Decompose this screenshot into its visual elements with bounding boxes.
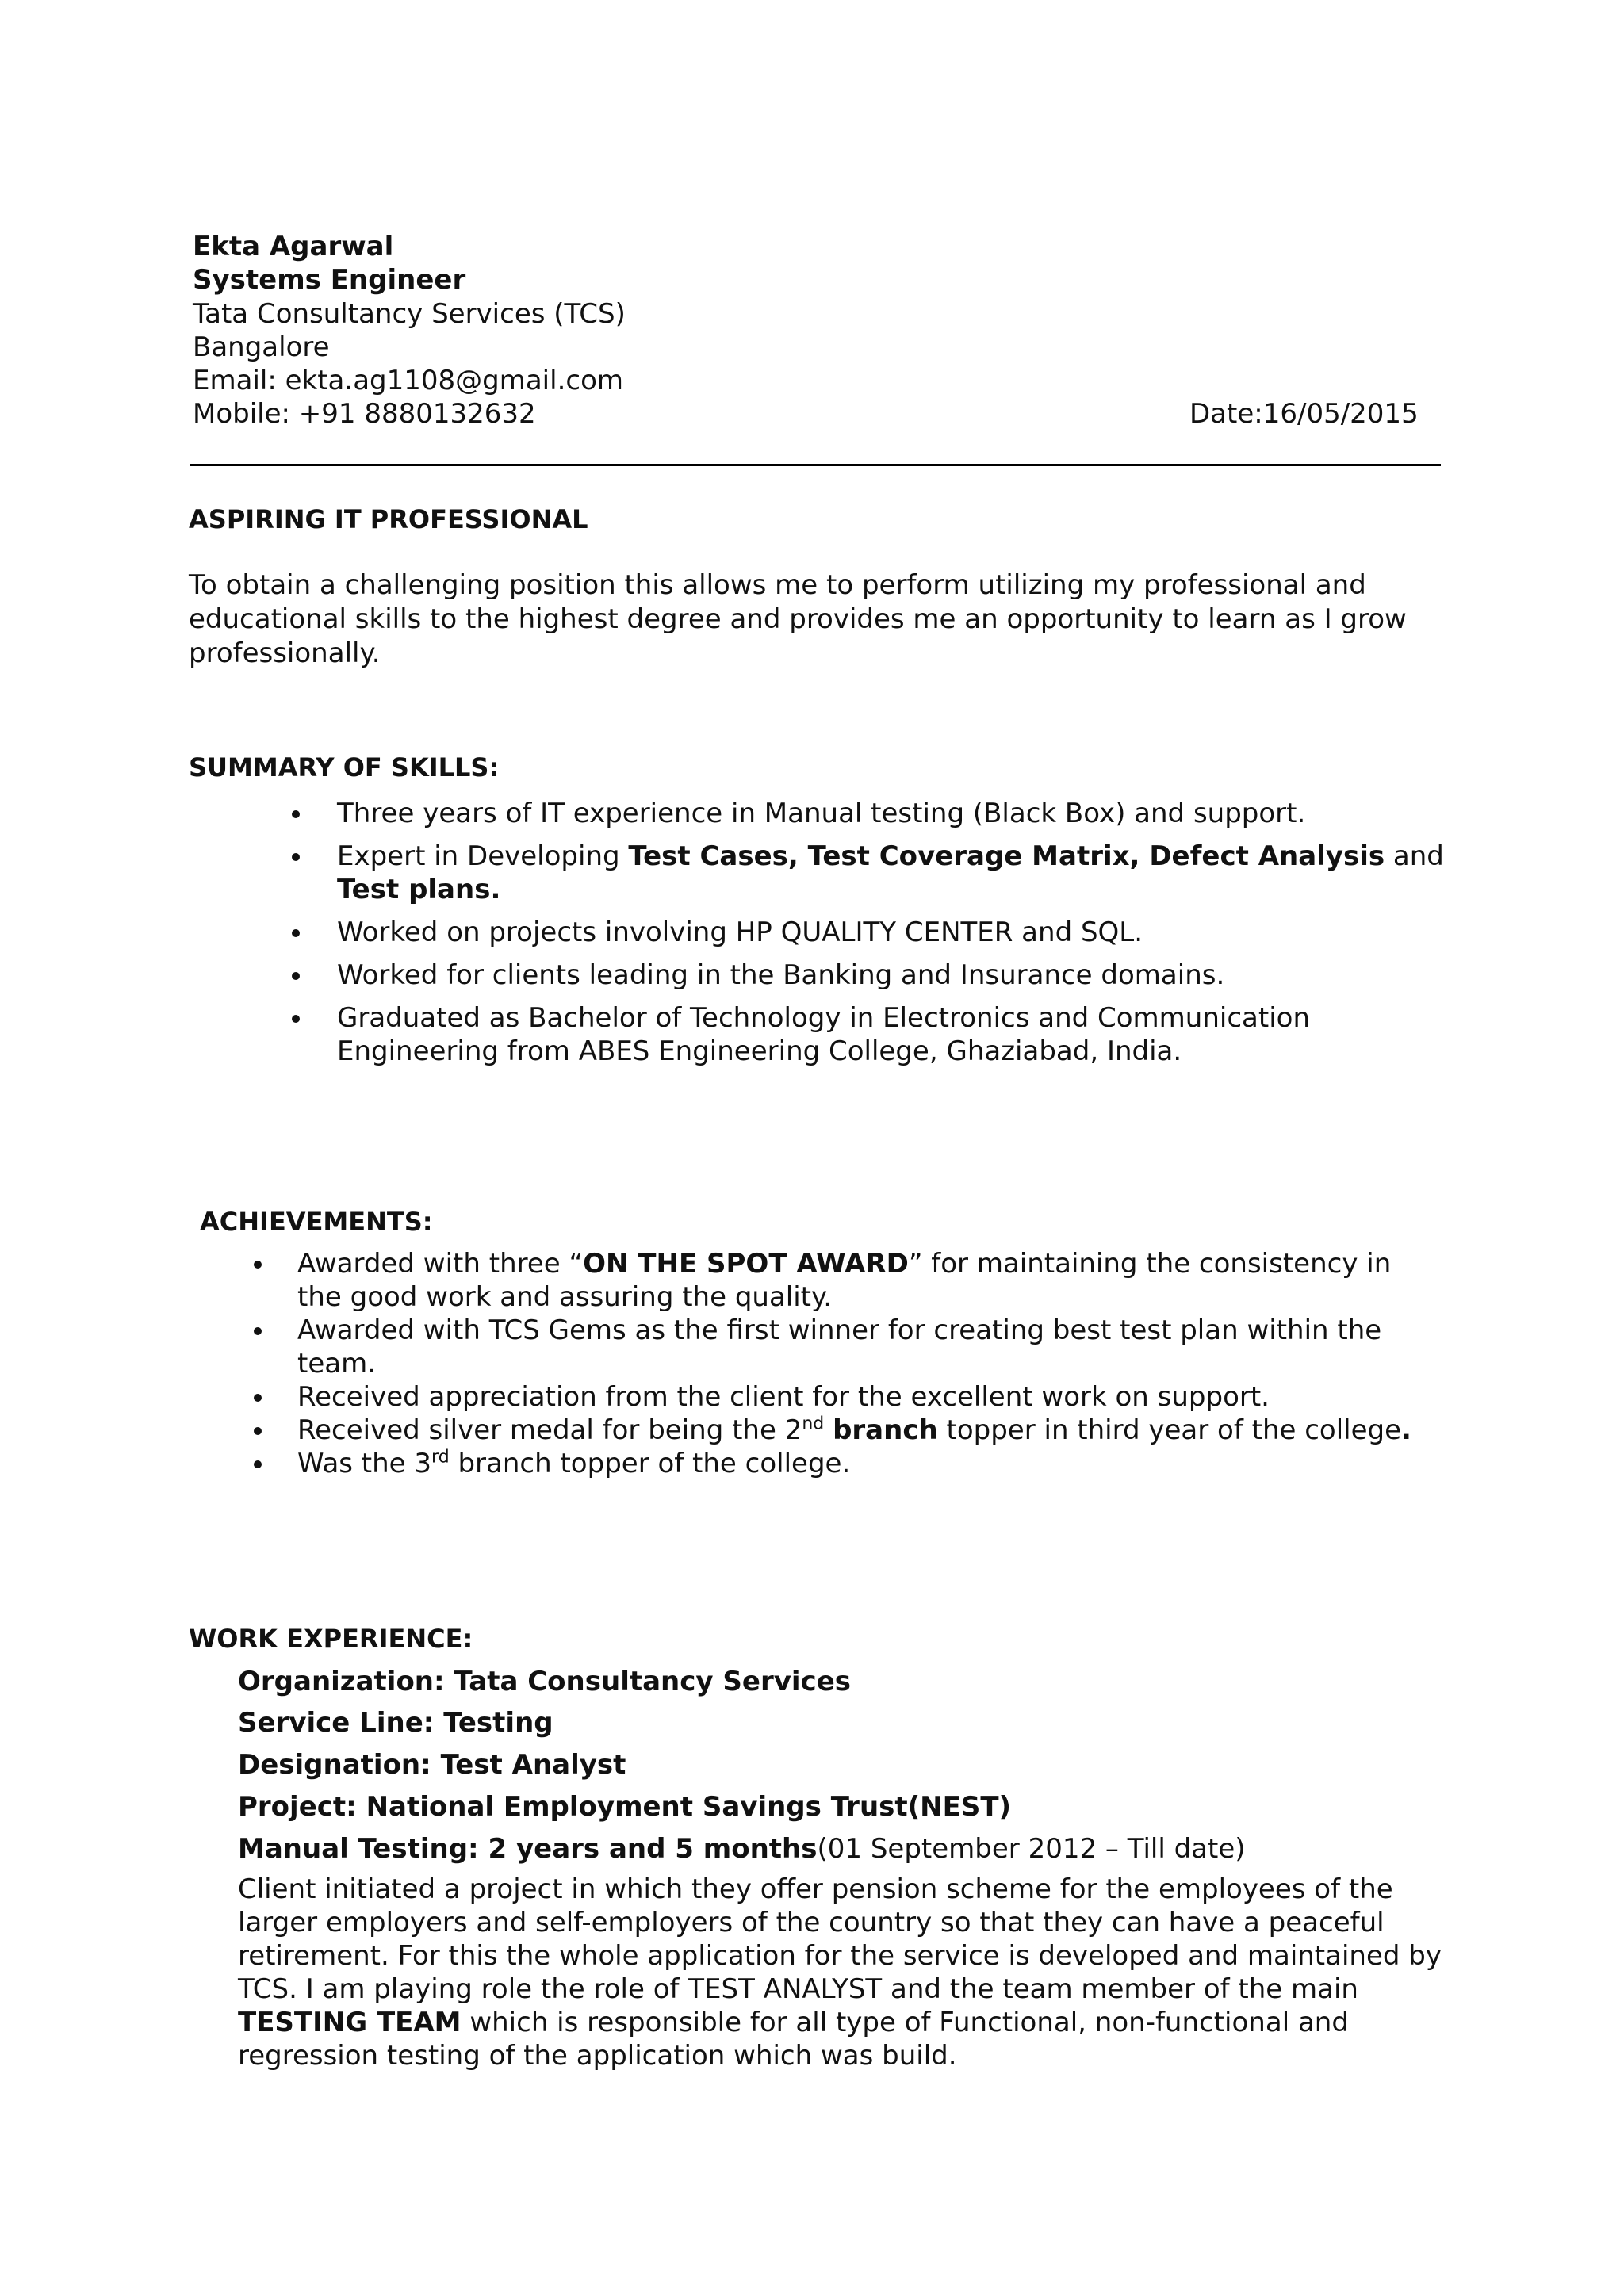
- date-value: 16/05/2015: [1262, 398, 1419, 430]
- company-name: Tata Consultancy Services (TCS): [193, 298, 626, 330]
- bullet-icon: [292, 972, 300, 980]
- bullet-icon: [254, 1427, 262, 1435]
- achievement-text-bold: .: [1401, 1414, 1411, 1446]
- date-line: [1189, 397, 1419, 430]
- mobile-label: Mobile:: [193, 398, 290, 430]
- achievement-item: [297, 1247, 1439, 1314]
- skill-text: Worked on projects involving HP QUALITY CENTER and SQL.: [337, 916, 1143, 948]
- achievement-text: Received silver medal for being the 2: [297, 1414, 802, 1446]
- mobile-number: +91 8880132632: [298, 398, 536, 430]
- bullet-icon: [292, 929, 300, 937]
- achievement-text-bold: ON THE SPOT AWARD: [583, 1248, 909, 1280]
- bullet-icon: [292, 810, 300, 818]
- header-divider: [190, 464, 1441, 466]
- bullet-icon: [254, 1261, 262, 1269]
- objective-heading: ASPIRING IT PROFESSIONAL: [189, 504, 588, 534]
- ordinal-suffix: nd: [802, 1414, 825, 1434]
- email-line: [193, 364, 623, 397]
- city: Bangalore: [193, 331, 330, 363]
- work-description: [238, 1873, 1471, 2072]
- skill-text: and: [1385, 840, 1444, 872]
- work-heading: WORK EXPERIENCE:: [189, 1624, 473, 1654]
- skill-text: Expert in Developing: [337, 840, 629, 872]
- date-label: Date:: [1189, 398, 1263, 430]
- achievement-item: [297, 1314, 1439, 1380]
- bullet-icon: [292, 853, 300, 861]
- achievement-text: Was the 3: [297, 1448, 432, 1479]
- bullet-icon: [254, 1394, 262, 1402]
- mobile-line: [193, 397, 536, 430]
- candidate-name: Ekta Agarwal: [193, 231, 394, 262]
- skill-item: [337, 959, 1479, 992]
- skill-item: [337, 1001, 1479, 1068]
- work-description-text: which is responsible for all type of Functional, non-functional and regression testing of the application which was build.: [238, 2007, 1349, 2072]
- email-address[interactable]: ekta.ag1108@gmail.com: [285, 365, 623, 396]
- work-designation: Designation: Test Analyst: [238, 1749, 626, 1781]
- ordinal-suffix: rd: [431, 1447, 450, 1468]
- work-service-line: Service Line: Testing: [238, 1707, 553, 1739]
- duration-label: Manual Testing: 2 years and 5 months: [238, 1833, 818, 1865]
- duration-dates: (01 September 2012 – Till date): [817, 1833, 1246, 1865]
- bullet-icon: [254, 1327, 262, 1335]
- achievement-text: branch topper of the college.: [449, 1448, 851, 1479]
- bullet-icon: [292, 1015, 300, 1023]
- work-description-bold: TESTING TEAM: [238, 2007, 462, 2038]
- achievement-text: Awarded with three “: [297, 1248, 584, 1280]
- skills-heading: SUMMARY OF SKILLS:: [189, 752, 500, 783]
- work-duration: [238, 1832, 1246, 1866]
- email-label: Email:: [193, 365, 277, 396]
- skill-item: [337, 797, 1479, 830]
- skill-text-bold: Test plans.: [337, 874, 501, 905]
- achievement-text: Received appreciation from the client for the excellent work on support.: [297, 1381, 1270, 1413]
- work-project: Project: National Employment Savings Trust(NEST): [238, 1791, 1012, 1823]
- achievement-item: [297, 1380, 1439, 1414]
- work-description-text: Client initiated a project in which they offer pension scheme for the employees of the larger employers and self-employers of the country so that they can have a peaceful retirement. For this the whole application for the service is developed and maintained by TCS. I am playing role the role of TEST ANALYST and the team member of the main: [238, 1873, 1442, 2005]
- skills-list: [337, 797, 1479, 1068]
- achievements-list: [297, 1247, 1439, 1480]
- skill-text-bold: Test Cases, Test Coverage Matrix, Defect Analysis: [628, 840, 1385, 872]
- achievement-text: topper in third year of the college: [937, 1414, 1402, 1446]
- skill-item: [337, 916, 1479, 949]
- achievement-text-bold: branch: [833, 1414, 938, 1446]
- job-title: Systems Engineer: [193, 264, 466, 296]
- skill-text: Graduated as Bachelor of Technology in Electronics and Communication Engineering from ABES Engineering College, Ghaziabad, India.: [337, 1002, 1310, 1067]
- achievements-heading: ACHIEVEMENTS:: [200, 1207, 433, 1237]
- work-organization: Organization: Tata Consultancy Services: [238, 1666, 851, 1697]
- achievement-item: [297, 1447, 1439, 1480]
- achievement-item: [297, 1414, 1439, 1447]
- achievement-text: ” for maintaining the consistency in the good work and assuring the quality.: [297, 1248, 1392, 1313]
- skill-text: Three years of IT experience in Manual testing (Black Box) and support.: [337, 798, 1306, 829]
- skill-text: Worked for clients leading in the Banking and Insurance domains.: [337, 959, 1225, 991]
- bullet-icon: [254, 1460, 262, 1468]
- achievement-text: Awarded with TCS Gems as the first winner for creating best test plan within the team.: [297, 1314, 1382, 1380]
- objective-text: To obtain a challenging position this allows me to perform utilizing my professional and educational skills to the highest degree and provides me an opportunity to learn as I grow professionally.: [189, 569, 1407, 669]
- skill-item: [337, 840, 1479, 906]
